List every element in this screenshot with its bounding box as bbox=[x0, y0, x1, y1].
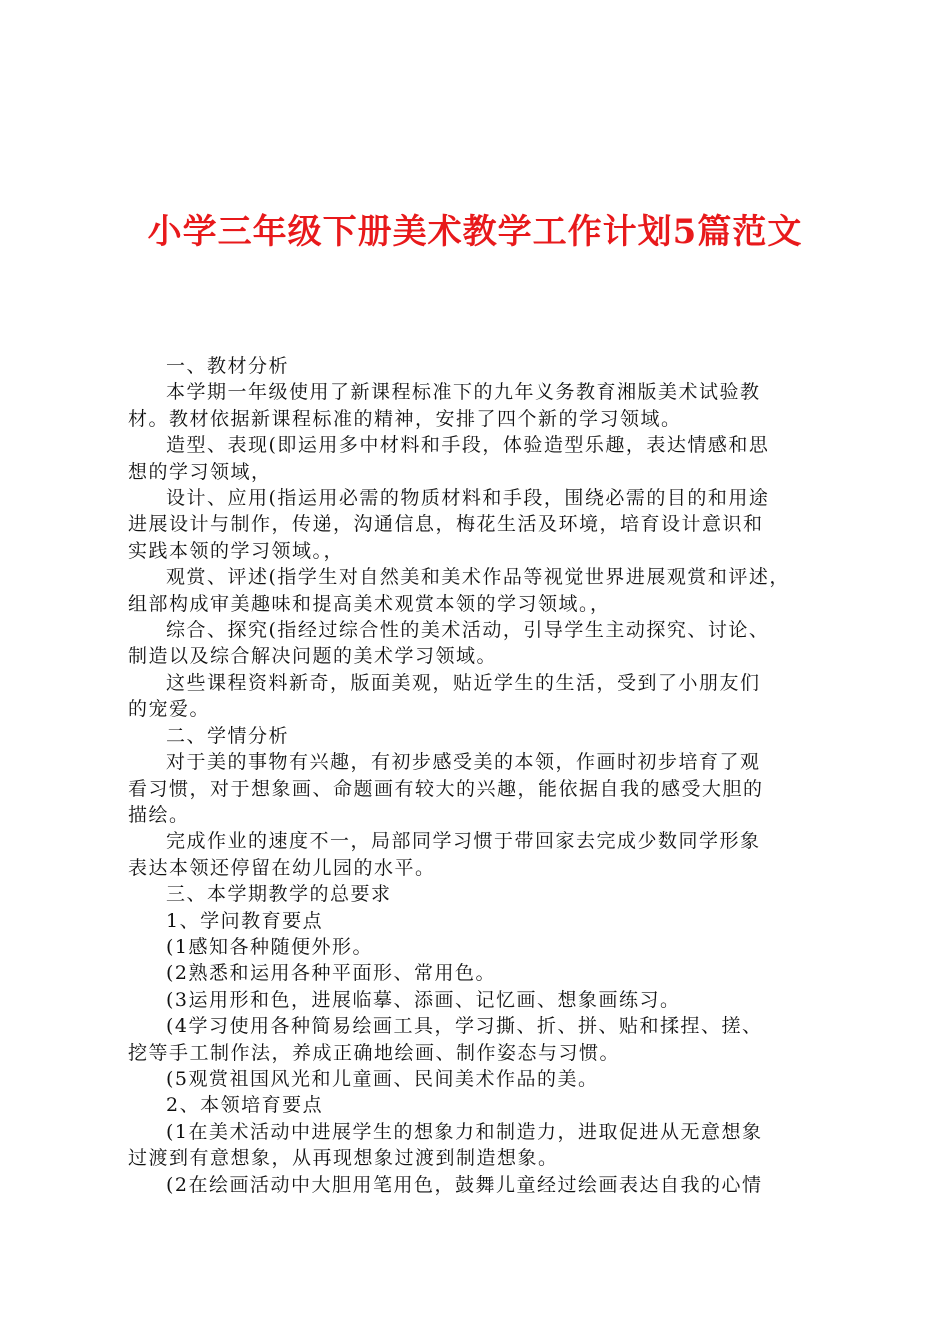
paragraph: 1、学问教育要点 bbox=[166, 909, 324, 932]
paragraph: (1在美术活动中进展学生的想象力和制造力，进取促进从无意想象 过渡到有意想象，从再现想象过渡到制造想象。 bbox=[128, 1120, 763, 1170]
paragraph: 完成作业的速度不一，局部同学习惯于带回家去完成少数同学形象 表达本领还停留在幼儿园的水平。 bbox=[128, 830, 761, 879]
paragraph: 三、本学期教学的总要求 bbox=[166, 883, 392, 906]
paragraph: (2在绘画活动中大胆用笔用色，鼓舞儿童经过绘画表达自我的心情 bbox=[166, 1173, 763, 1196]
paragraph: 二、学情分析 bbox=[166, 724, 290, 747]
paragraph: (4学习使用各种简易绘画工具，学习撕、折、拼、贴和揉捏、搓、 挖等手工制作法，养成正确地绘画、制作姿态与习惯。 bbox=[128, 1015, 763, 1064]
paragraph: 造型、表现(即运用多中材料和手段，体验造型乐趣，表达情感和思 想的学习领域， bbox=[128, 434, 770, 483]
paragraph: 本学期一年级使用了新课程标准下的九年义务教育湘版美术试验教 材。教材依据新课程标准的精神，安排了四个新的学习领域。 bbox=[128, 381, 761, 430]
paragraph: (5观赏祖国风光和儿童画、民间美术作品的美。 bbox=[166, 1067, 599, 1090]
paragraph: (1感知各种随便外形。 bbox=[166, 935, 374, 958]
paragraph: 综合、探究(指经过综合性的美术活动，引导学生主动探究、讨论、 制造以及综合解决问题的美术学习领域。 bbox=[128, 619, 770, 668]
document-body bbox=[128, 353, 832, 1198]
paragraph: 一、教材分析 bbox=[166, 355, 290, 377]
paragraph: 2、本领培育要点 bbox=[166, 1094, 324, 1117]
document-title: 小学三年级下册美术教学工作计划5篇范文 bbox=[147, 212, 803, 252]
paragraph: 设计、应用(指运用必需的物质材料和手段，围绕必需的目的和用途 进展设计与制作，传递，沟通信息，梅花生活及环境，培育设计意识和 实践本领的学习领域。， bbox=[128, 487, 770, 562]
paragraph: (2熟悉和运用各种平面形、常用色。 bbox=[166, 962, 497, 985]
paragraph: 这些课程资料新奇，版面美观，贴近学生的生活，受到了小朋友们 的宠爱。 bbox=[128, 671, 761, 721]
paragraph: 对于美的事物有兴趣，有初步感受美的本领，作画时初步培育了观 看习惯，对于想象画、命题画有较大的兴趣，能依据自我的感受大胆的 描绘。 bbox=[128, 751, 764, 826]
paragraph: (3运用形和色，进展临摹、添画、记忆画、想象画练习。 bbox=[166, 988, 681, 1011]
paragraph: 观赏、评述(指学生对自然美和美术作品等视觉世界进展观赏和评述， 组部构成审美趣味和提高美术观赏本领的学习领域。， bbox=[128, 566, 790, 615]
